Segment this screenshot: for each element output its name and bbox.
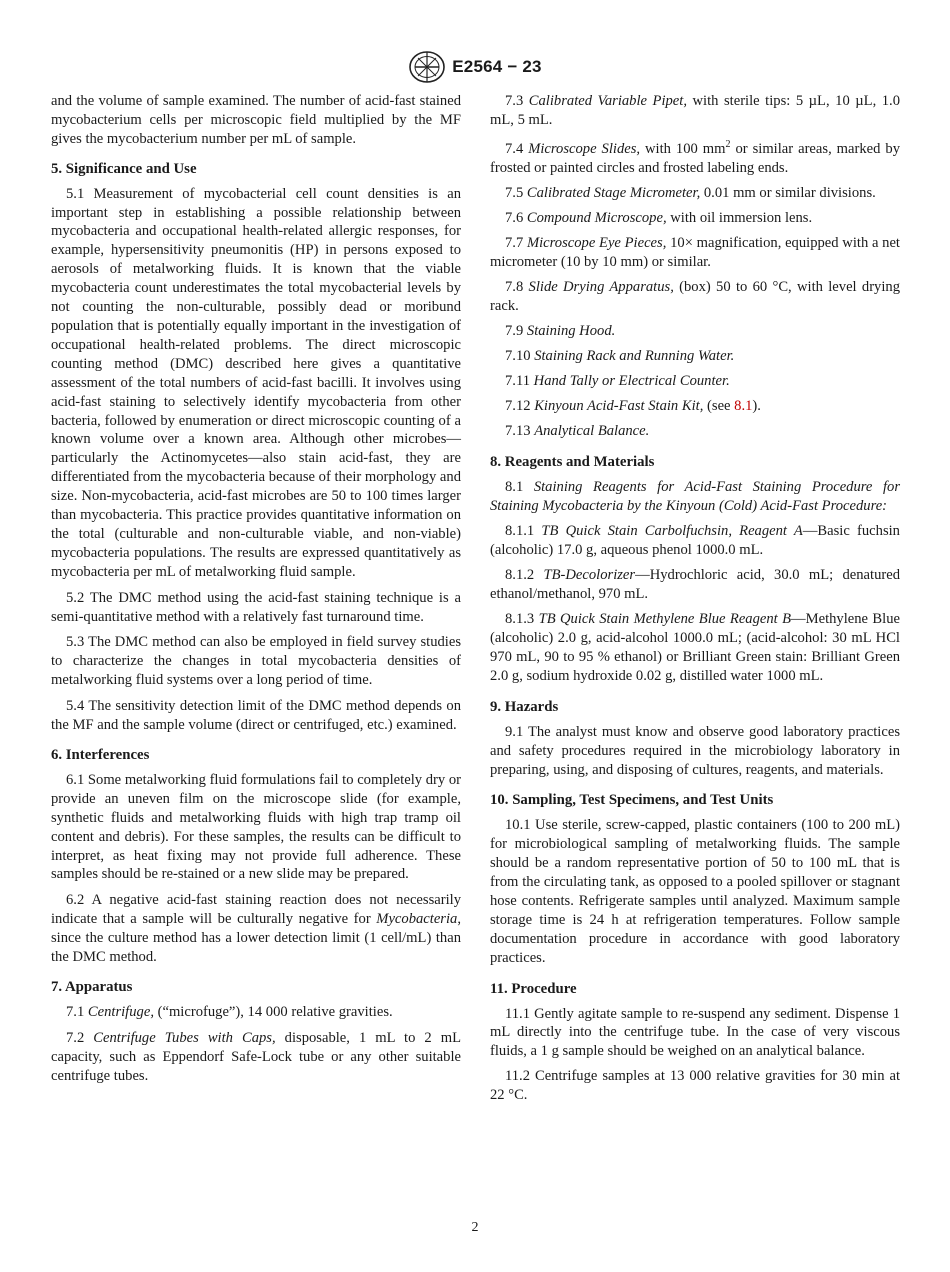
para-7-3: 7.3 Calibrated Variable Pipet, with sterile tips: 5 µL, 10 µL, 1.0 mL, 5 mL.: [490, 93, 901, 128]
para-7-5: 7.5 Calibrated Stage Micrometer, 0.01 mm or similar divisions.: [505, 184, 876, 201]
section-9-heading: 9. Hazards: [490, 698, 559, 715]
para-9-1: 9.1 The analyst must know and observe good laboratory practices and safety procedures required in the microbiology laboratory in preparing, using, and disposing of cultures, reagents, and materials.: [490, 723, 900, 778]
para-11-2: 11.2 Centrifuge samples at 13 000 relative gravities for 30 min at 22 °C.: [490, 1068, 900, 1104]
para-5-3: 5.3 The DMC method can also be employed in field survey studies to characterize the changes in total mycobacteria densities of metalworking fluid systems over a long period of time.: [51, 634, 461, 689]
section-11-heading: 11. Procedure: [490, 980, 577, 997]
section-7-heading: 7. Apparatus: [51, 978, 133, 995]
para-7-2: 7.2 Centrifuge Tubes with Caps, disposable, 1 mL to 2 mL capacity, such as Eppendorf Safe-Lock tube or any other suitable centrifuge tubes.: [51, 1029, 461, 1084]
standard-designation: E2564 − 23: [452, 57, 542, 76]
section-8-heading: 8. Reagents and Materials: [490, 454, 655, 471]
para-7-8: 7.8 Slide Drying Apparatus, (box) 50 to 60 °C, with level drying rack.: [490, 279, 900, 314]
page-number: 2: [471, 1220, 479, 1235]
para-7-4: 7.4 Microscope Slides, with 100 $mm^2$ or similar areas, marked by frosted or painted circles and frosted labeling ends.: [490, 139, 901, 176]
para-7-13: 7.13 Analytical Balance.: [505, 423, 650, 440]
page-header: [0, 50, 950, 89]
para-7-7: 7.7 Microscope Eye Pieces, 10× magnification, equipped with a net micrometer (10 by 10 mm) or similar.: [490, 235, 900, 270]
para-7-1: 7.1 Centrifuge, (“microfuge”), 14 000 relative gravities.: [66, 1003, 393, 1020]
para-8-1: 8.1 Staining Reagents for Acid-Fast Staining Procedure for Staining Mycobacteria by the Kinyoun (Cold) Acid-Fast Procedure:: [490, 479, 900, 515]
para-6-1: 6.1 Some metalworking fluid formulations fail to completely dry or provide an uneven film on the microscope slide (for example, synthetic fluids and metalworking fluids with high trap tramp oil content and debris). For these samples, the results can be difficult to interpret, as heat fixing may not provide full adherence. These samples should be re-stained or a new slide may be prepared.: [51, 771, 461, 883]
section-8-1-link[interactable]: 8.1: [734, 398, 753, 415]
left-column: [51, 92, 461, 1093]
para-7-6: 7.6 Compound Microscope, with oil immersion lens.: [505, 209, 813, 226]
section-5-heading: 5. Significance and Use: [51, 160, 197, 177]
section-10-heading: 10. Sampling, Test Specimens, and Test Units: [490, 792, 774, 809]
para-8-1-2: 8.1.2 TB-Decolorizer—Hydrochloric acid, 30.0 mL; denatured ethanol/methanol, 970 mL.: [490, 567, 900, 603]
right-column: [490, 92, 900, 1111]
para-5-4: 5.4 The sensitivity detection limit of the DMC method depends on the MF and the sample volume (direct or centrifuged, etc.) examined.: [51, 698, 461, 734]
para-8-1-3: 8.1.3 TB Quick Stain Methylene Blue Reagent B—Methylene Blue (alcoholic) 2.0 g, acid-alcohol 1000.0 mL; (acid-alcohol: 30 mL HCl 970 mL, 90 to 95 % ethanol) or Brilliant Green stain: Brilliant Green 2.0 g, sodium hydroxide 0.02 g, distilled water 1000 mL.: [490, 611, 900, 684]
para-5-2: 5.2 The DMC method using the acid-fast staining technique is a semi-quantitative method with a relatively fast turnaround time.: [51, 589, 461, 625]
para-11-1: 11.1 Gently agitate sample to re-suspend any sediment. Dispense 1 mL directly into the centrifuge tube. In the case of very viscous fluids, a 1 g sample should be weighed on an analytical balance.: [490, 1005, 900, 1060]
continued-paragraph: and the volume of sample examined. The number of acid-fast stained mycobacterium cells per microscopic field multiplied by the MF gives the mycobacterium number per mL of sample.: [51, 93, 461, 147]
section-6-heading: 6. Interferences: [51, 747, 150, 763]
para-7-9: 7.9 Staining Hood.: [505, 323, 616, 340]
para-6-2: 6.2 A negative acid-fast staining reaction does not necessarily indicate that a sample will be culturally negative for Mycobacteria, since the culture method has a lower detection limit (1 cell/mL) than the DMC method.: [51, 892, 461, 966]
astm-logo-icon: [408, 50, 446, 84]
para-7-10: 7.10 Staining Rack and Running Water.: [505, 348, 735, 365]
para-8-1-1: 8.1.1 TB Quick Stain Carbolfuchsin, Reagent A—Basic fuchsin (alcoholic) 17.0 g, aqueous phenol 1000.0 mL.: [490, 523, 900, 559]
para-7-11: 7.11 Hand Tally or Electrical Counter.: [505, 373, 730, 390]
para-10-1: 10.1 Use sterile, screw-capped, plastic containers (100 to 200 mL) for microbiological sampling of metalworking fluids. The sample should be a random representative portion of 50 to 100 mL that is from the circulating tank, as opposed to a pooled spillover or stagnant hose contents. Refrigerate samples until analyzed. Maximum sample storage time is 24 h at refrigeration temperatures. Follow sample documentation procedure in accordance with good laboratory practices.: [490, 817, 900, 966]
para-7-12: 7.12 Kinyoun Acid-Fast Stain Kit, (see 8.1).: [505, 398, 761, 415]
para-5-1: 5.1 Measurement of mycobacterial cell count densities is an important step in establishing a possible relationship between mycobacteria and occupational health-related allergic responses, for example, hypersensitivity pneumonitis (HP) in persons exposed to aerosols of metalworking fluids. It is known that the viable mycobacteria count underestimates the total mycobacterial levels by not counting the non-culturable, possibly dead or moribund population that is potentially equally important in the investigation of occupational health-related problems. The direct microscopic counting method (DMC) described here gives a quantitative assessment of the total numbers of acid-fast bacilli. It involves using acid-fast staining to selectively identify mycobacteria from other bacteria, followed by enumeration or direct microscopic counting of a known volume over a known area. Although other microbes—particularly the Actinomycetes—also stain acid-fast, they are differentiated from the mycobacteria because of their morphology and size. Non-mycobacteria, acid-fast microbes are 50 to 100 times larger than mycobacteria. This practice provides quantitative information on the total (culturable and non-culturable viable, and non-viable) mycobacteria populations. The results are expressed quantitatively as mycobacteria per mL of metalworking fluid sample.: [51, 185, 461, 580]
